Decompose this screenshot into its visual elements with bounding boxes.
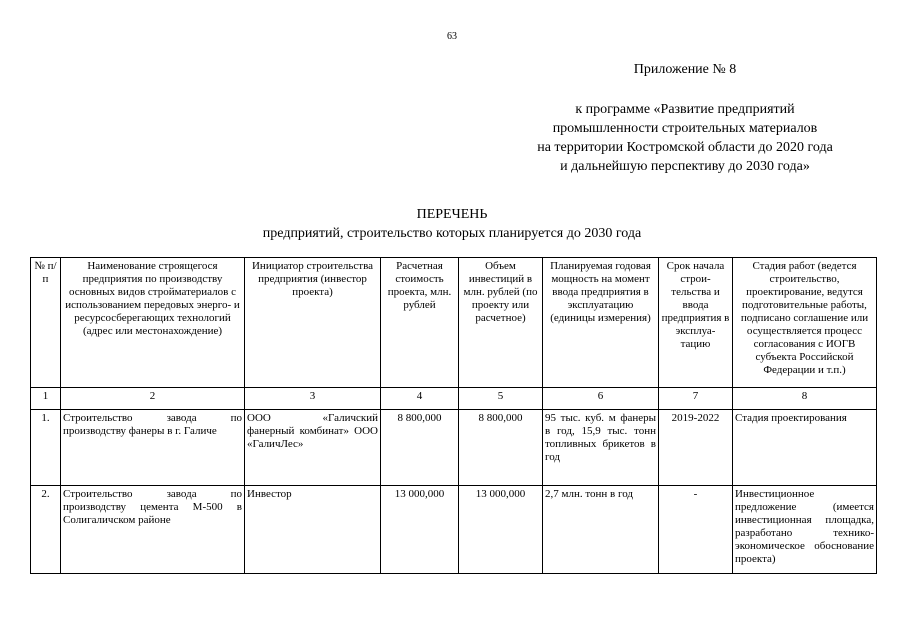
appendix-label: Приложение № 8 bbox=[633, 62, 737, 77]
column-number: 7 bbox=[659, 388, 733, 410]
annual-capacity: 2,7 млн. тонн в год bbox=[543, 486, 659, 574]
header-cell: Стадия работ (ведется строительство, проектирование, ведутся подготовительные работы, подписано соглашение или осуществляется процесс согласования с ИОГВ субъекта Российской Федерации и т.п.) bbox=[733, 258, 877, 388]
column-number-row bbox=[31, 388, 877, 410]
annual-capacity: 95 тыс. куб. м фанеры в год, 15,9 тыс. тонн топливных брикетов в год bbox=[543, 410, 659, 486]
column-number: 6 bbox=[543, 388, 659, 410]
header-cell: Наименование строящегося предприятия по производству основных видов стройматериалов с использованием передовых энерго- и ресурсосберегающих технологий (адрес или местонахождение) bbox=[61, 258, 245, 388]
program-line: и дальнейшую перспективу до 2030 года» bbox=[560, 159, 810, 174]
enterprise-table bbox=[30, 257, 877, 574]
work-stage: Стадия проектирования bbox=[733, 410, 877, 486]
construction-term: - bbox=[659, 486, 733, 574]
initiator: ООО «Галичский фанерный комбинат» ООО «ГаличЛес» bbox=[245, 410, 381, 486]
investment-volume: 13 000,000 bbox=[459, 486, 543, 574]
title-subtitle: предприятий, строительство которых планируется до 2030 года bbox=[262, 226, 642, 241]
enterprise-name: Строительство завода по производству фанеры в г. Галиче bbox=[61, 410, 245, 486]
investment-volume: 8 800,000 bbox=[459, 410, 543, 486]
column-number: 4 bbox=[381, 388, 459, 410]
program-reference bbox=[500, 100, 870, 176]
program-line: промышленности строительных материалов bbox=[552, 121, 818, 136]
table-row bbox=[31, 486, 877, 574]
header-cell: Планируемая годовая мощность на момент ввода предприятия в эксплуатацию (единицы измерения) bbox=[543, 258, 659, 388]
column-number: 1 bbox=[31, 388, 61, 410]
column-number: 2 bbox=[61, 388, 245, 410]
project-cost: 8 800,000 bbox=[381, 410, 459, 486]
header-cell: Инициатор строительства предприятия (инвестор проекта) bbox=[245, 258, 381, 388]
header-cell: Расчетная стоимость проекта, млн. рублей bbox=[381, 258, 459, 388]
initiator: Инвестор bbox=[245, 486, 381, 574]
page-number: 63 bbox=[447, 31, 457, 42]
header-cell: Срок начала строи-тельства и ввода предприятия в эксплуа-тацию bbox=[659, 258, 733, 388]
column-number: 3 bbox=[245, 388, 381, 410]
header-cell: Объем инвестиций в млн. рублей (по проекту или расчетное) bbox=[459, 258, 543, 388]
document-title bbox=[0, 205, 904, 243]
project-cost: 13 000,000 bbox=[381, 486, 459, 574]
program-line: на территории Костромской области до 2020 года bbox=[537, 140, 833, 155]
program-line: к программе «Развитие предприятий bbox=[575, 102, 795, 117]
column-number: 5 bbox=[459, 388, 543, 410]
enterprise-name: Строительство завода по производству цемента М-500 в Солигаличском районе bbox=[61, 486, 245, 574]
row-number: 1. bbox=[31, 410, 61, 486]
row-number: 2. bbox=[31, 486, 61, 574]
table-row bbox=[31, 410, 877, 486]
construction-term: 2019-2022 bbox=[659, 410, 733, 486]
table-header-row bbox=[31, 258, 877, 388]
work-stage: Инвестиционное предложение (имеется инвестиционная площадка, разработано технико-экономическое обоснование проекта) bbox=[733, 486, 877, 574]
column-number: 8 bbox=[733, 388, 877, 410]
header-cell: № п/п bbox=[31, 258, 61, 388]
title-main: ПЕРЕЧЕНЬ bbox=[416, 207, 488, 222]
